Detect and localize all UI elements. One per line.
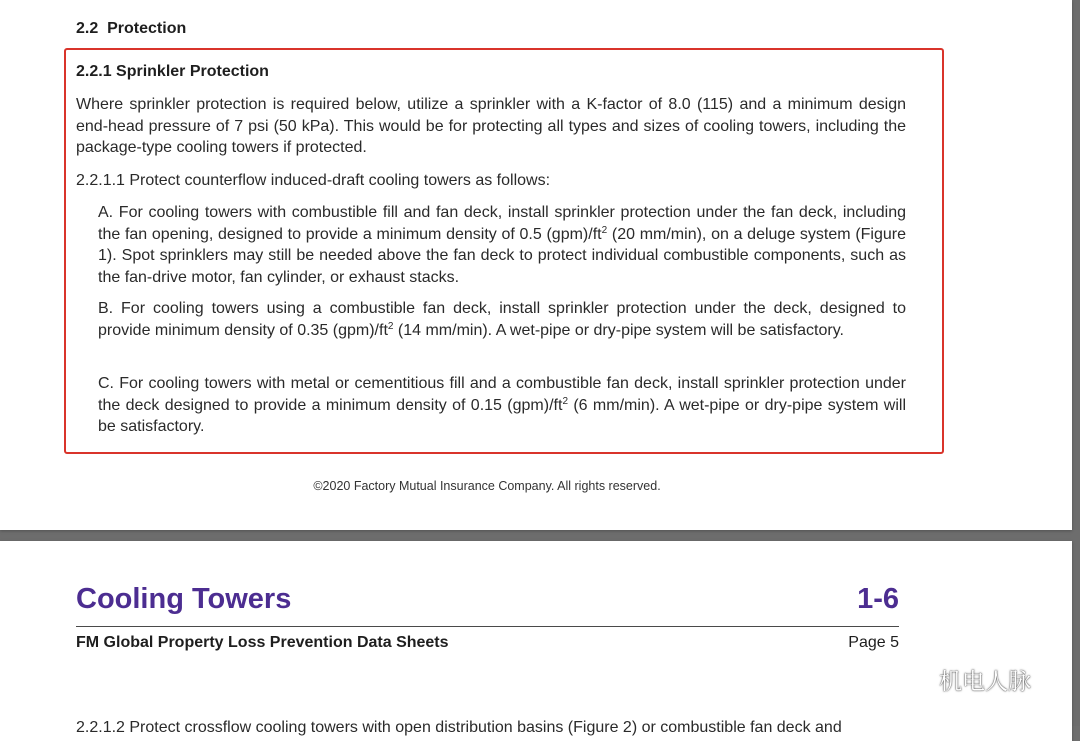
superscript: 2: [601, 224, 608, 236]
copyright-footer: ©2020 Factory Mutual Insurance Company. All rights reserved.: [313, 479, 661, 493]
list-item-c: [98, 373, 906, 438]
superscript: 2: [562, 395, 568, 407]
watermark-text: 机电人脉: [939, 669, 1031, 695]
subsection-heading: 2.2.1 Sprinkler Protection: [76, 63, 269, 80]
document-subtitle: FM Global Property Loss Prevention Data Sheets: [76, 634, 449, 651]
page-number: Page 5: [848, 634, 899, 651]
document-page: [0, 541, 1072, 741]
list-item-a-text-2: (20 mm/min), on a deluge system (Figure 1). Spot sprinklers may still be needed above the fan deck to protect individual combustible components, such as the fan-drive motor, fan cylinder, or exhaust stacks.: [98, 225, 906, 286]
list-item-a: [98, 202, 906, 288]
list-item-b-text-2: (14 mm/min). A wet-pipe or dry-pipe system will be satisfactory.: [393, 321, 844, 339]
list-item-c-text-2: (6 mm/min). A wet-pipe or dry-pipe system will be satisfactory.: [98, 396, 907, 435]
document-title: Cooling Towers: [76, 583, 292, 615]
list-item-b-text-1: B. For cooling towers using a combustible fan deck, install sprinkler protection under the deck, designed to provide minimum density of 0.35 (gpm)/ft: [98, 300, 906, 339]
watermark: [895, 663, 1031, 696]
superscript: 2: [387, 320, 394, 332]
datasheet-number: 1-6: [857, 583, 899, 615]
list-item-a-text-1: A. For cooling towers with combustible fill and fan deck, install sprinkler protection under the fan deck, including the fan opening, designed to provide a minimum density of 0.5 (gpm)/ft: [98, 204, 906, 243]
header-divider: [76, 626, 899, 627]
intro-paragraph: Where sprinkler protection is required below, utilize a sprinkler with a K-factor of 8.0 (115) and a minimum design end-head pressure of 7 psi (50 kPa). This would be for protecting all types and sizes of cooling towers, including the package-type cooling towers if protected.: [76, 96, 906, 156]
clause-paragraph: 2.2.1.1 Protect counterflow induced-draft cooling towers as follows:: [76, 172, 551, 189]
clipped-text-line: 2.2.1.2 Protect crossflow cooling towers with open distribution basins (Figure 2) or combustible fan deck and: [76, 719, 842, 736]
list-item-c-text-1: C. For cooling towers with metal or cementitious fill and a combustible fan deck, install sprinkler protection under the deck designed to provide a minimum density of 0.15 (gpm)/ft: [98, 375, 906, 414]
wechat-icon: [895, 665, 931, 695]
section-heading: 2.2 Protection: [76, 20, 187, 37]
list-item-b: [98, 298, 906, 341]
